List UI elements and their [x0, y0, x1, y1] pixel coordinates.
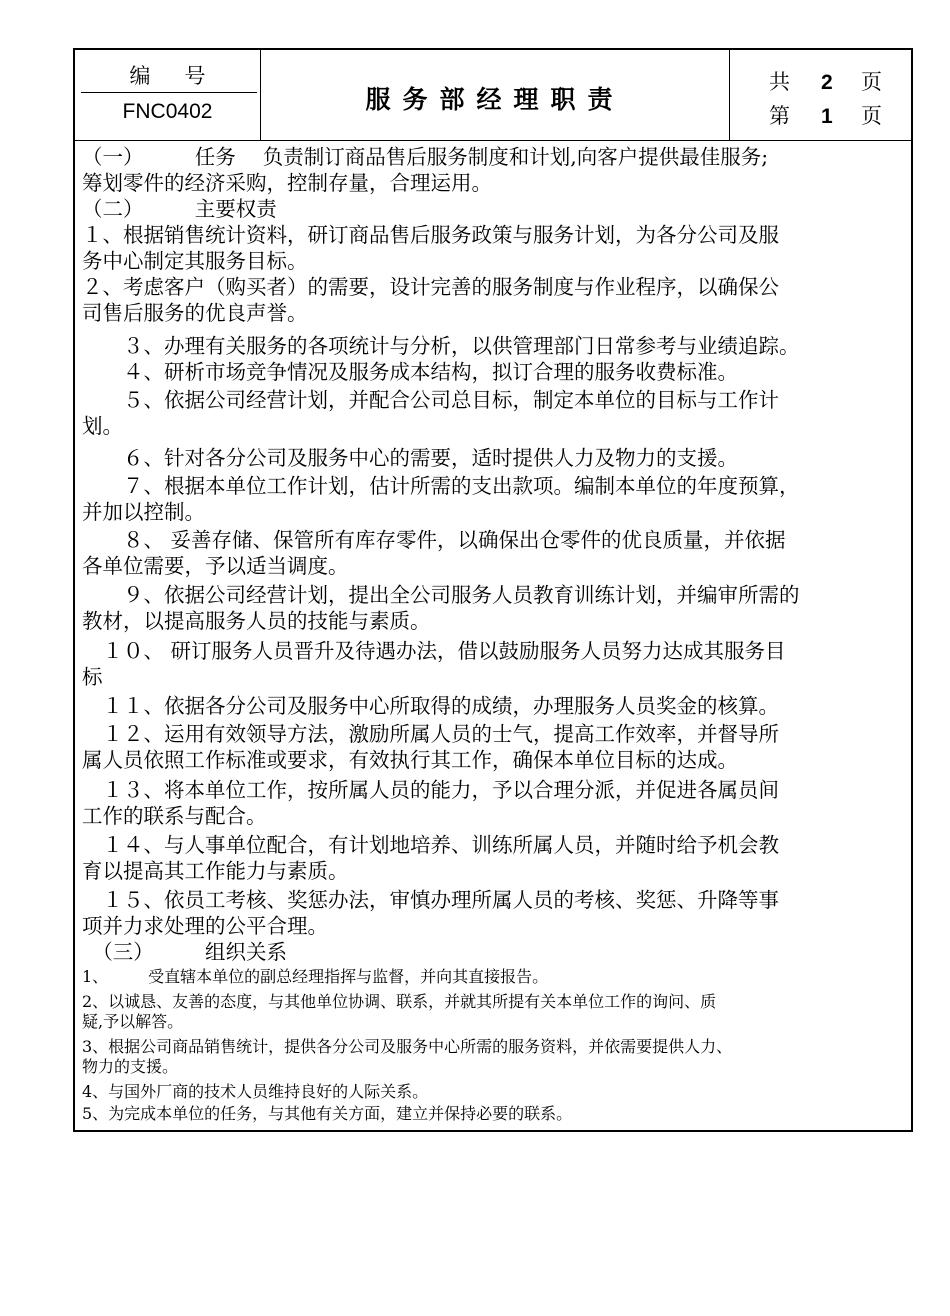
document-frame: [73, 48, 913, 1132]
relation-line: 疑,予以解答。: [82, 1012, 184, 1031]
body-line: １３、将本单位工作，按所属人员的能力，予以合理分派，并促进各属员间: [82, 778, 779, 802]
body-line: ６、针对各分公司及服务中心的需要，适时提供人力及物力的支援。: [82, 446, 738, 470]
current-suffix: 页: [861, 104, 882, 128]
body-line: 项并力求处理的公平合理。: [82, 914, 328, 938]
relation-line: 5、为完成本单位的任务，与其他有关方面，建立并保持必要的联系。: [82, 1104, 573, 1123]
body-line: ９、依据公司经营计划，提出全公司服务人员教育训练计划，并编审所需的: [82, 583, 800, 607]
body-line: 属人员依照工作标准或要求，有效执行其工作，确保本单位目标的达成。: [82, 748, 738, 772]
body-line: 育以提高其工作能力与素质。: [82, 859, 349, 883]
body-line: 标: [82, 665, 103, 689]
body-line: ５、依据公司经营计划，并配合公司总目标，制定本单位的目标与工作计: [82, 388, 779, 412]
total-prefix: 共: [769, 70, 790, 94]
total-suffix: 页: [861, 70, 882, 94]
page-title: 服务部经理职责: [365, 85, 625, 114]
relation-line: 物力的支援。: [82, 1057, 179, 1076]
page-count-cell: [731, 50, 911, 140]
current-page-row: [769, 100, 882, 130]
current-page: 1: [821, 105, 833, 128]
code-cell: [75, 50, 261, 140]
body-line: ２、考虑客户（购买者）的需要，设计完善的服务制度与作业程序，以确保公: [82, 275, 779, 299]
code-divider: [81, 92, 257, 93]
body-line: 司售后服务的优良声誉。: [82, 301, 308, 325]
body-line: １、根据销售统计资料，研订商品售后服务政策与服务计划，为各分公司及服: [82, 223, 779, 247]
body-line: ４、研析市场竞争情况及服务成本结构，拟订合理的服务收费标准。: [82, 360, 738, 384]
body-line: 工作的联系与配合。: [82, 804, 267, 828]
body-line: 划。: [82, 414, 123, 438]
relation-line: 4、与国外厂商的技术人员维持良好的人际关系。: [82, 1082, 429, 1101]
body-line: 教材，以提高服务人员的技能与素质。: [82, 609, 431, 633]
body-line: １４、与人事单位配合，有计划地培养、训练所属人员，并随时给予机会教: [82, 833, 779, 857]
header-table: [75, 50, 911, 141]
body-line: 筹划零件的经济采购，控制存量，合理运用。: [82, 171, 492, 195]
body-line: １５、依员工考核、奖惩办法，审慎办理所属人员的考核、奖惩、升降等事: [82, 888, 779, 912]
body-line: １２、运用有效领导方法，激励所属人员的士气，提高工作效率，并督导所: [82, 722, 779, 746]
section-heading: （二） 主要权责: [82, 197, 277, 221]
relation-line: 1、 受直辖本单位的副总经理指挥与监督，并向其直接报告。: [82, 967, 549, 986]
body-line: 并加以控制。: [82, 500, 205, 524]
code-value: FNC0402: [122, 100, 213, 123]
code-label: 编号: [129, 64, 240, 88]
total-pages: 2: [821, 71, 833, 94]
body-line: 各单位需要，予以适当调度。: [82, 554, 349, 578]
body-line: （一） 任务 负责制订商品售后服务制度和计划,向客户提供最佳服务;: [82, 145, 769, 169]
body-line: 务中心制定其服务目标。: [82, 249, 308, 273]
body-line: ８、 妥善存储、保管所有库存零件，以确保出仓零件的优良质量，并依据: [82, 528, 786, 552]
body-line: ３、办理有关服务的各项统计与分析，以供管理部门日常参考与业绩追踪。: [82, 334, 800, 358]
relation-line: 2、以诚恳、友善的态度，与其他单位协调、联系，并就其所提有关本单位工作的询问、质: [82, 992, 717, 1011]
relation-line: 3、根据公司商品销售统计，提供各分公司及服务中心所需的服务资料，并依需要提供人力、: [82, 1037, 733, 1056]
body-line: １０、 研订服务人员晋升及待遇办法，借以鼓励服务人员努力达成其服务目: [82, 639, 786, 663]
title-cell: [261, 50, 730, 140]
section-heading: （三） 组织关系: [82, 940, 287, 964]
current-prefix: 第: [769, 104, 790, 128]
total-pages-row: [769, 66, 882, 96]
body-line: １１、依据各分公司及服务中心所取得的成绩，办理服务人员奖金的核算。: [82, 694, 779, 718]
body-line: ７、根据本单位工作计划，估计所需的支出款项。编制本单位的年度预算，: [82, 474, 800, 498]
